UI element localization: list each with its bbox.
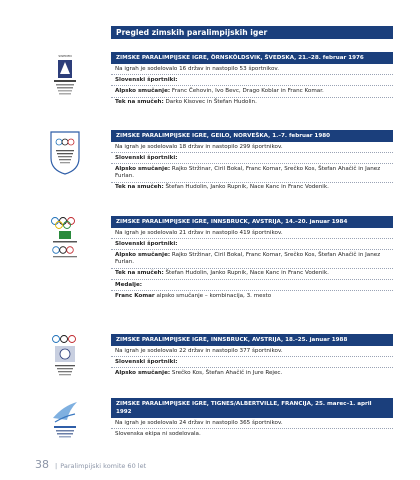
section-line [111,98,393,108]
line-label: Franc Komar [115,292,155,299]
games-section-1976 [111,52,393,108]
games-section-1988 [111,334,393,379]
footer-separator: | [55,462,58,470]
line-text: Na igrah je sodelovalo 18 držav in nastopilo 299 športnikov. [115,143,283,150]
page-number: 38 [35,458,49,471]
innsbruck-1984-poster-icon [45,214,85,262]
innsbruck-1988-poster-icon [45,332,85,384]
line-label: Alpsko smučanje: [115,369,171,376]
section-line [111,142,393,153]
line-text: Darko Kisovec in Štefan Hudolin. [165,99,257,106]
section-line [111,64,393,75]
section-header: ZIMSKE PARALIMPIJSKE IGRE, GEILO, NORVEŠKA, 1.–7. februar 1980 [111,130,393,142]
line-text: Rajko Stržinar, Ciril Bokal, Franc Komar, Srečko Kos, Štefan Ahačič in Janez Furlan. [115,251,381,266]
section-line [111,346,393,357]
geilo-1980-badge-icon [45,128,85,176]
section-line [111,228,393,239]
line-text: Rajko Stržinar, Ciril Bokal, Franc Komar, Srečko Kos, Štefan Ahačič in Janez Furlan. [115,165,381,180]
line-label: Slovenski športniki: [115,76,178,83]
line-label: Alpsko smučanje: [115,251,171,258]
tignes-albertville-1992-logo-icon [45,398,85,446]
ornskoldsvik-1976-logo-icon [45,52,85,100]
line-text: Slovenska ekipa ni sodelovala. [115,430,201,437]
section-line [111,153,393,164]
games-section-1980 [111,130,393,193]
line-label: Medalje: [115,281,143,288]
section-line [111,418,393,429]
line-label: Slovenski športniki: [115,154,178,161]
line-label: Slovenski športniki: [115,358,178,365]
games-section-1984 [111,216,393,301]
line-text: Na igrah je sodelovalo 24 držav in nastopilo 365 športnikov. [115,419,283,426]
page-title: Pregled zimskih paralimpijskih iger [111,26,393,39]
section-line [111,368,393,378]
section-line [111,75,393,86]
line-label: Tek na smučeh: [115,99,164,106]
svg-text:SWEDEN: SWEDEN [58,54,72,58]
section-header: ZIMSKE PARALIMPIJSKE IGRE, INNSBRUCK, AVSTRIJA, 18.–25. januar 1988 [111,334,393,346]
line-text: Štefan Hudolin, Janko Rupnik, Nace Kanc in Franc Vodenik. [165,270,329,277]
line-text: Franc Čehovin, Ivo Bevc, Drago Koblar in Franc Komar. [171,87,324,94]
line-label: Tek na smučeh: [115,184,164,191]
line-label: Alpsko smučanje: [115,87,171,94]
line-label: Alpsko smučanje: [115,165,171,172]
section-line [111,86,393,97]
section-line [111,164,393,182]
section-line [111,250,393,268]
games-section-1992 [111,398,393,439]
section-line [111,239,393,250]
line-text: Na igrah je sodelovalo 22 držav in nastopilo 377 športnikov. [115,347,283,354]
section-header: ZIMSKE PARALIMPIJSKE IGRE, INNSBRUCK, AVSTRIJA, 14.–20. januar 1984 [111,216,393,228]
line-text: Na igrah je sodelovalo 21 držav in nastopilo 419 športnikov. [115,229,283,236]
section-line [111,269,393,280]
page-footer [35,458,146,471]
line-text: Na igrah je sodelovalo 16 držav in nastopilo 53 športnikov. [115,65,280,72]
section-line [111,183,393,193]
line-text: Štefan Hudolin, Janko Rupnik, Nace Kanc in Franc Vodenik. [165,184,329,191]
section-header: ZIMSKE PARALIMPIJSKE IGRE, TIGNES/ALBERTVILLE, FRANCIJA, 25. marec–1. april 1992 [111,398,393,418]
section-line [111,280,393,291]
footer-text: Paralimpijski komite 60 let [60,462,147,470]
line-text: alpsko smučanje – kombinacija, 3. mesto [156,292,272,299]
section-line [111,357,393,368]
section-header: ZIMSKE PARALIMPIJSKE IGRE, ÖRNSKÖLDSVIK, ŠVEDSKA, 21.–28. februar 1976 [111,52,393,64]
section-line [111,291,393,301]
line-label: Tek na smučeh: [115,270,164,277]
line-label: Slovenski športniki: [115,240,178,247]
section-line [111,429,393,439]
line-text: Srečko Kos, Štefan Ahačič in Jure Rejec. [171,369,283,376]
